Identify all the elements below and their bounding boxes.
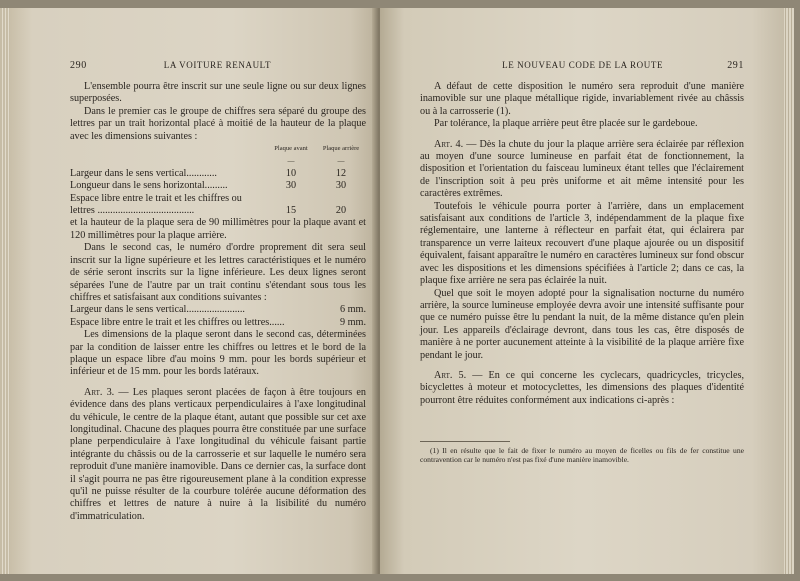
article-5	[420, 370, 744, 407]
paragraph: Dans le premier cas le groupe de chiffres sera séparé du groupe des lettres par un trait horizontal placé à moitié de la hauteur de la plaque avec les dimensions suivantes :	[70, 105, 366, 142]
article-text: — Dès la chute du jour la plaque arrière sera éclairée par réflexion au moyen d'une source lumineuse en parfait état de fonctionnement, la disposition et l'orientation du faisceau lumineux étant telles que l'éclairement de l'inscription soit à peu près uniforme et ait même intensité pour les caractères extrêmes.	[420, 138, 744, 200]
paragraph: et la hauteur de la plaque sera de 90 millimètres pour la plaque avant et 120 millimètres pour la plaque arrière.	[70, 217, 366, 241]
rear-value: 12	[335, 167, 347, 179]
paragraph: Les dimensions de la plaque seront dans le second cas, déterminées par la condition de laisser entre les chiffres ou lettres et le bord de la plaque un espace libre d'au moins 9 mm. pour les bords supérieur et inférieur et de 15 mm. pour les bords latéraux.	[70, 329, 366, 378]
paragraph: Par tolérance, la plaque arrière peut être placée sur le gardeboue.	[434, 118, 698, 130]
rear-value: 30	[335, 180, 347, 192]
paragraph: Dans le second cas, le numéro d'ordre proprement dit sera seul inscrit sur la ligne supérieure et les lettres caractéristiques et le numéro de série seront inscrits sur la ligne inférieure. Les deux lignes seront séparées l'une de l'autre par un trait continu s'étendant sous tous les chiffres et satisfaisant aux conditions suivantes :	[70, 242, 366, 303]
article-text: — Les plaques seront placées de façon à être toujours en évidence dans des plans verticaux perpendiculaires à l'axe longitudinal du véhicule, le centre de la plaque étant, autant que possible sur cet axe longitudinal. Chacune des plaques pourra être constituée par une surface plane perpendiculaire à l'axe longitudinal du véhicule faisant partie intégrante du châssis ou de la carrosserie et sur laquelle le numéro sera reproduit d'une manière inamovible. Dans ce dernier cas, la surface dont il s'agit pourra ne pas être rigoureusement plane à la condition expresse qu'il ne puisse résulter de la courbure tolérée aucune déformation des chiffres et lettres de nature à nuire à la lisibilité du numéro d'immatriculation.	[70, 386, 366, 522]
row-label: Largeur dans le sens vertical.......................	[70, 304, 245, 316]
footnote-rule	[420, 441, 510, 442]
table-row	[70, 193, 366, 218]
paragraph: Toutefois le véhicule pourra porter à l'arrière, dans un emplacement satisfaisant aux conditions de l'article 3, indépendamment de la plaque fixe réglementaire, une lanterne à réflecteur en parfait état, qui éclairera par transparence un verre laiteux recouvert d'une plaque ajourée ou un dispositif équivalent, faisant apparaître le numéro en caractères lumineux sur fond obscur avec les dispositions et les dimensions spécifiées à l'article 2; dans ce cas, la plaque fixe arrière ne sera pas éclairée la nuit.	[420, 200, 744, 287]
front-value: 30	[285, 180, 297, 192]
article-label: Art. 5.	[434, 369, 467, 381]
running-head: LE NOUVEAU CODE DE LA ROUTE	[502, 60, 664, 70]
dash: —	[337, 157, 345, 166]
front-value: 15	[285, 205, 297, 217]
row-label: Longueur dans le sens horizontal.........	[70, 180, 228, 192]
column-header: Plaque avant	[274, 145, 308, 153]
article-label: Art. 4.	[434, 138, 464, 150]
row-label: Espace libre entre le trait et les chiffres ou lettres ......................................	[70, 192, 242, 217]
dimensions-table	[70, 143, 366, 217]
dash: —	[287, 157, 295, 166]
table-row	[70, 180, 366, 192]
article-3	[70, 387, 366, 523]
article-label: Art. 3.	[84, 386, 115, 398]
paragraph: A défaut de cette disposition le numéro sera reproduit d'une manière inamovible sur une plaque métallique rigide, invariablement rivée au châssis ou à la carrosserie (1).	[420, 81, 744, 117]
right-page-header	[420, 60, 744, 71]
row-value: 9 mm.	[339, 316, 366, 328]
left-page	[10, 8, 380, 574]
row-value: 6 mm.	[339, 304, 366, 316]
page-number: 290	[70, 60, 87, 71]
paragraph: Quel que soit le moyen adopté pour la signalisation nocturne du numéro arrière, la source lumineuse employée devra avoir une intensité suffisante pour que ce numéro puisse être lu pendant la nuit, de la même distance qu'en plein jour. Les appareils d'éclairage devront, dans tous les cas, être disposés de manière à ne porter aucunement atteinte à la visibilité de la plaque arrière fixe pendant le jour.	[420, 287, 744, 361]
left-page-header	[70, 60, 366, 71]
rear-value: 20	[335, 205, 347, 217]
table-row	[70, 304, 366, 316]
article-4	[420, 139, 744, 201]
running-head: LA VOITURE RENAULT	[163, 60, 272, 70]
table-row	[70, 168, 366, 180]
page-number: 291	[727, 60, 744, 71]
row-label: Largeur dans le sens vertical............	[70, 167, 217, 179]
footnote: (1) Il en résulte que le fait de fixer le numéro au moyen de ficelles ou fils de fer constitue une contravention car le numéro n'est pas fixé d'une manière inamovible.	[420, 446, 744, 465]
right-page	[380, 8, 784, 574]
column-header: Plaque arrière	[322, 145, 360, 153]
article-text: — En ce qui concerne les cyclecars, quadricycles, tricycles, bicyclettes à moteur et motocyclettes, les dimensions des plaques d'identité pourront être réduites conformément aux indications ci-après :	[420, 369, 744, 406]
table-row	[70, 317, 366, 329]
row-label: Espace libre entre le trait et les chiffres ou lettres......	[70, 316, 285, 328]
front-value: 10	[285, 167, 297, 179]
paragraph: L'ensemble pourra être inscrit sur une seule ligne ou sur deux lignes superposées.	[70, 81, 366, 105]
